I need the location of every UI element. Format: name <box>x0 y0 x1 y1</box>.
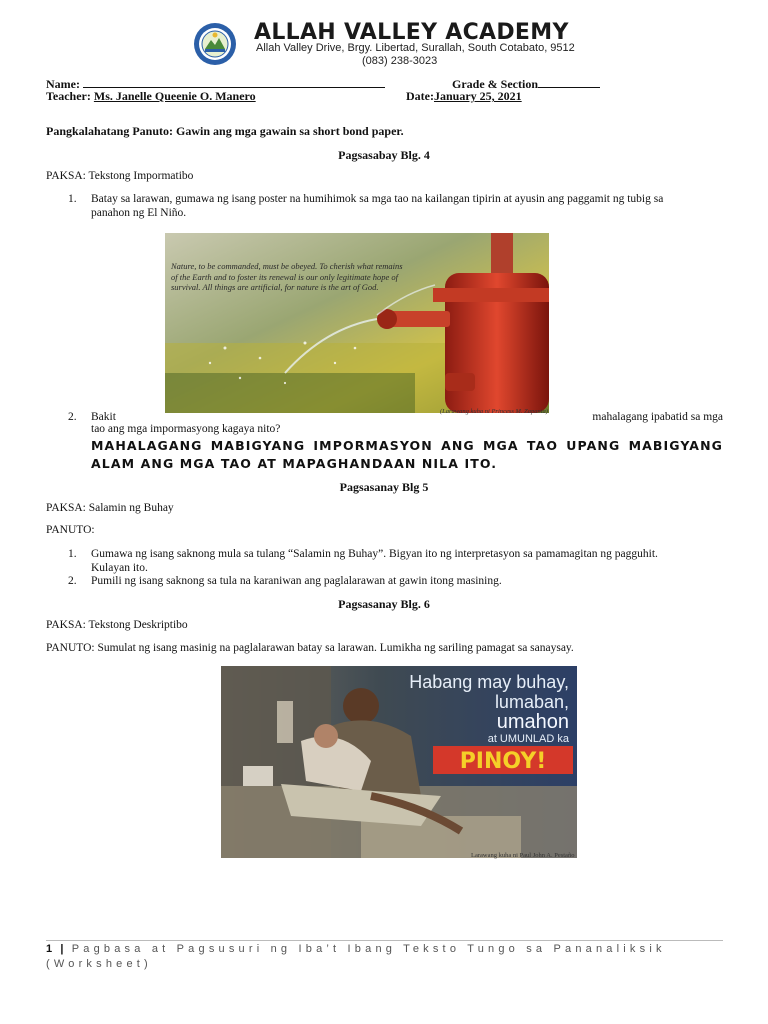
poster-line-1: Habang may buhay, <box>409 672 569 692</box>
exercise5-item2-number: 2. <box>68 575 77 587</box>
exercise5-panuto: PANUTO: <box>46 524 95 536</box>
school-name: ALLAH VALLEY ACADEMY <box>254 20 569 45</box>
school-logo <box>193 22 237 66</box>
exercise5-item1-number: 1. <box>68 548 77 560</box>
exercise4-item1 <box>91 192 723 220</box>
exercise6-title: Pagsasanay Blg. 6 <box>338 597 430 611</box>
poster-line-2: lumaban, <box>494 692 569 712</box>
exercise5-item1-line2: Kulayan ito. <box>91 562 148 574</box>
exercise4-image-caption: (Larawang kuha ni Princess M. Zapanta) <box>440 408 548 415</box>
footer-separator: | <box>60 943 65 955</box>
school-address: Allah Valley Drive, Brgy. Libertad, Surallah, South Cotabato, 9512 <box>256 42 575 54</box>
exercise4-item1-number: 1. <box>68 193 77 205</box>
fire-hydrant-image <box>165 233 549 413</box>
fire-hydrant-image-text: Nature, to be commanded, must be obeyed. To cherish what remains of the Earth and to foster its renewal is our only legitimate hope of survival. All things are artificial, for nature is the art of God. <box>171 261 403 292</box>
exercise4-item2-line2: tao ang mga impormasyong kagaya nito? <box>91 423 281 435</box>
exercise5-item2: Pumili ng isang saknong sa tula na karaniwan ang paglalarawan at gawin itong masining. <box>91 575 502 587</box>
exercise4-topic: PAKSA: Tekstong Impormatibo <box>46 170 194 182</box>
poster-line-5: PINOY! <box>459 749 547 774</box>
footer-text: Pagbasa at Pagsusuri ng Iba’t Ibang Teksto Tungo sa Pananaliksik (Worksheet) <box>46 943 666 970</box>
exercise4-item1-line1: Batay sa larawan, gumawa ng isang poster na humihimok sa mga tao na kailangan tipirin at ayusin ang paggamit ng tubig sa <box>91 193 664 205</box>
teacher-label: Teacher: <box>46 89 91 103</box>
exercise4-answer: MAHALAGANG MABIGYANG IMPORMASYON ANG MGA TAO UPANG MABIGYANG ALAM ANG MGA TAO AT MAPAGHANDAAN NILA ITO. <box>91 438 723 471</box>
teacher-row <box>46 89 256 104</box>
exercise5-title: Pagsasanay Blg 5 <box>339 480 429 494</box>
exercise5-topic: PAKSA: Salamin ng Buhay <box>46 502 174 514</box>
date-row <box>406 89 522 104</box>
pinoy-poster-image <box>221 666 577 858</box>
general-instruction: Pangkalahatang Panuto: Gawin ang mga gawain sa short bond paper. <box>46 124 404 138</box>
exercise5-item1 <box>91 547 723 575</box>
exercise4-item2-end: mahalagang ipabatid sa mga <box>592 411 723 423</box>
exercise6-topic: PAKSA: Tekstong Deskriptibo <box>46 619 188 631</box>
exercise4-item2-start: Bakit <box>91 411 116 423</box>
name-label: Name: <box>46 77 80 91</box>
grade-label: Grade & Section <box>452 77 538 91</box>
poster-line-4: at UMUNLAD ka <box>487 733 569 745</box>
name-field[interactable] <box>83 76 385 88</box>
footer <box>46 942 726 972</box>
exercise6-panuto: PANUTO: Sumulat ng isang masinig na paglalarawan batay sa larawan. Lumikha ng sariling pamagat sa sanaysay. <box>46 642 574 654</box>
teacher-name: Ms. Janelle Queenie O. Manero <box>93 89 256 103</box>
school-phone: (083) 238-3023 <box>362 55 438 67</box>
poster-line-3: umahon <box>496 711 569 733</box>
grade-field[interactable] <box>538 76 600 88</box>
exercise5-item1-line1: Gumawa ng isang saknong mula sa tulang “Salamin ng Buhay”. Bigyan ito ng interpretasyon sa pamamagitan ng pagguhit. <box>91 548 658 560</box>
exercise4-item2-number: 2. <box>68 411 77 423</box>
exercise6-image-caption: Larawang kuha ni Paul John A. Pestaño <box>471 852 575 859</box>
page-number: 1 <box>46 943 54 955</box>
footer-divider <box>46 940 723 941</box>
exercise4-title: Pagsasabay Blg. 4 <box>338 148 430 162</box>
date-label: Date: <box>406 89 434 103</box>
exercise4-item1-line2: panahon ng El Niño. <box>91 207 187 219</box>
date-value: January 25, 2021 <box>433 89 522 103</box>
